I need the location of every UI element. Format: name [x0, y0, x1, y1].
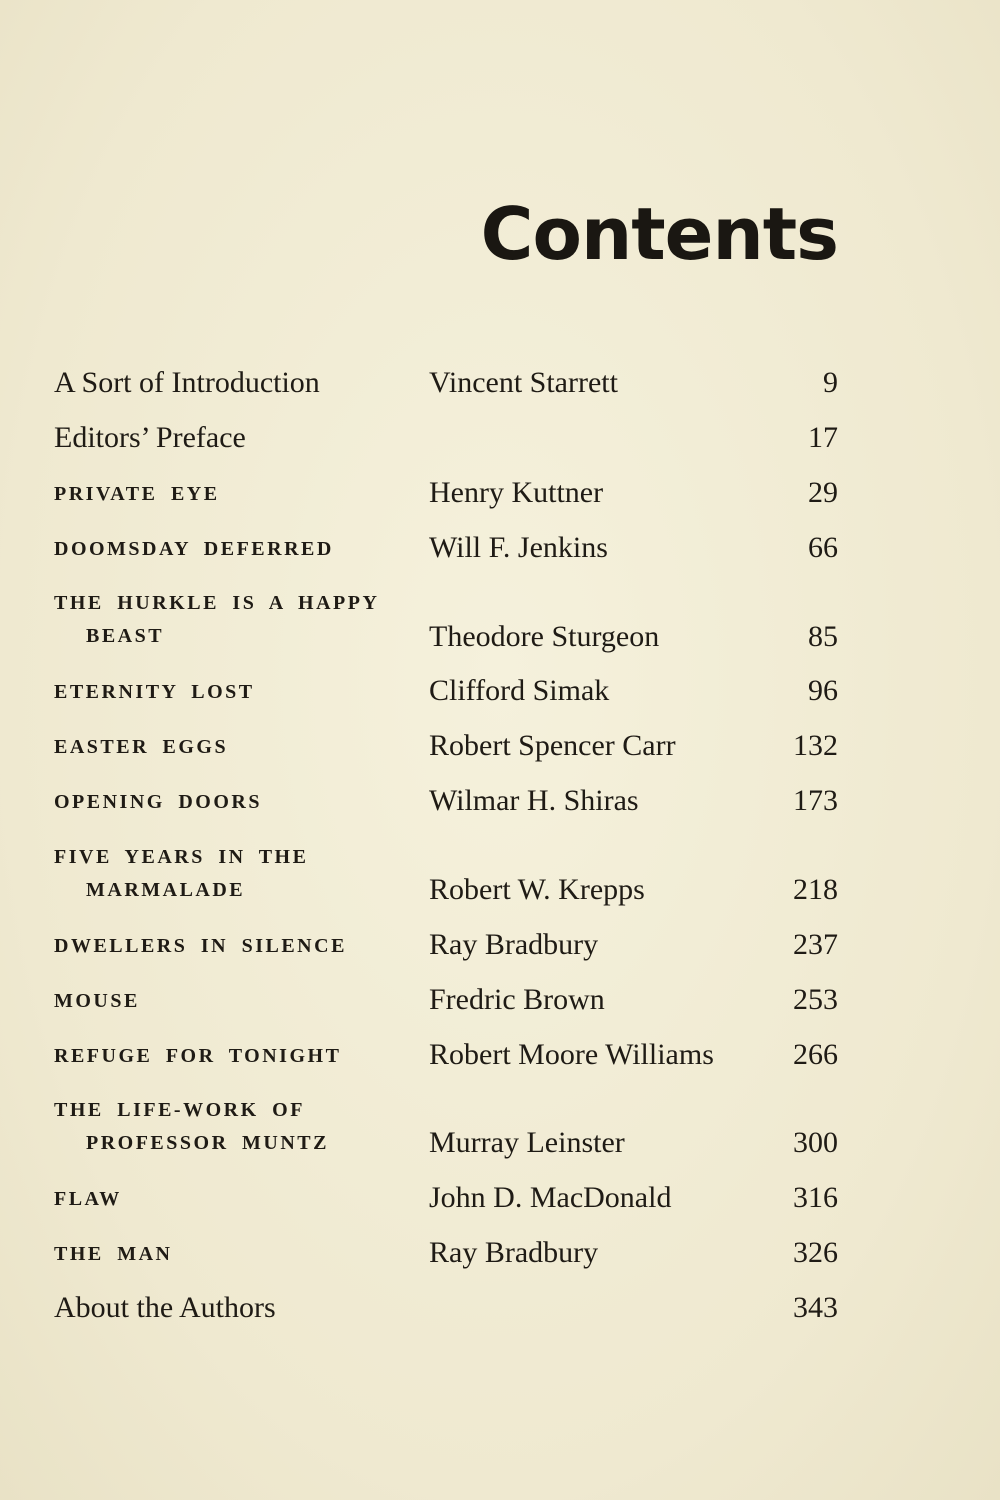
toc-entry-author: Henry Kuttner [429, 476, 604, 509]
toc-entry-page: 66 [808, 531, 838, 564]
toc-entry-page: 266 [793, 1038, 838, 1071]
toc-entry-page: 29 [808, 476, 838, 509]
toc-entry-title: DOOMSDAY DEFERRED [54, 538, 334, 560]
toc-entry-author: Murray Leinster [429, 1126, 625, 1159]
toc-entry-author: Ray Bradbury [429, 1236, 599, 1269]
toc-entry-page: 300 [793, 1126, 838, 1159]
toc-entry-author: Robert W. Krepps [429, 873, 645, 906]
toc-entry-author: John D. MacDonald [429, 1181, 672, 1214]
toc-entry-author: Clifford Simak [429, 674, 610, 707]
toc-entry-title: About the Authors [54, 1291, 276, 1324]
toc-entry-page: 316 [793, 1181, 838, 1214]
toc-entry-author: Vincent Starrett [429, 366, 618, 399]
toc-entry-author: Wilmar H. Shiras [429, 784, 639, 817]
toc-entry-author: Ray Bradbury [429, 928, 599, 961]
toc-entry-title: PRIVATE EYE [54, 483, 220, 505]
toc-entry-page: 343 [793, 1291, 838, 1324]
toc-entry-page: 326 [793, 1236, 838, 1269]
toc-entry-title: FLAW [54, 1188, 122, 1210]
toc-entry-page: 253 [793, 983, 838, 1016]
toc-entry-title: REFUGE FOR TONIGHT [54, 1045, 342, 1067]
toc-entry-page: 218 [793, 873, 838, 906]
toc-entry-title: FIVE YEARS IN THE MARMALADE [54, 846, 309, 901]
toc-entry-author: Will F. Jenkins [429, 531, 608, 564]
toc-entry-page: 237 [793, 928, 838, 961]
toc-entry-page: 85 [808, 620, 838, 653]
toc-entry-title: THE LIFE-WORK OF PROFESSOR MUNTZ [54, 1099, 329, 1154]
toc-entry-page: 132 [793, 729, 838, 762]
toc-entry-author: Robert Moore Williams [429, 1038, 714, 1071]
toc-entry-author: Robert Spencer Carr [429, 729, 676, 762]
toc-entry-title: Editors’ Preface [54, 421, 246, 454]
toc-entry-title: DWELLERS IN SILENCE [54, 935, 347, 957]
toc-entry-page: 96 [808, 674, 838, 707]
toc-entry-title: THE MAN [54, 1243, 173, 1265]
toc-entry-title: MOUSE [54, 990, 140, 1012]
toc-entry-title: ETERNITY LOST [54, 681, 255, 703]
toc-entry-title: OPENING DOORS [54, 791, 262, 813]
toc-entry-page: 9 [823, 366, 838, 399]
toc-entry-title: EASTER EGGS [54, 736, 229, 758]
toc-entry-author: Theodore Sturgeon [429, 620, 660, 653]
toc-entry-page: 17 [808, 421, 838, 454]
toc-entry-page: 173 [793, 784, 838, 817]
toc-entry-title: THE HURKLE IS A HAPPY BEAST [54, 592, 380, 647]
toc-entry-author: Fredric Brown [429, 983, 605, 1016]
toc-entry-title: A Sort of Introduction [54, 366, 320, 399]
page-title: Contents [480, 192, 838, 276]
